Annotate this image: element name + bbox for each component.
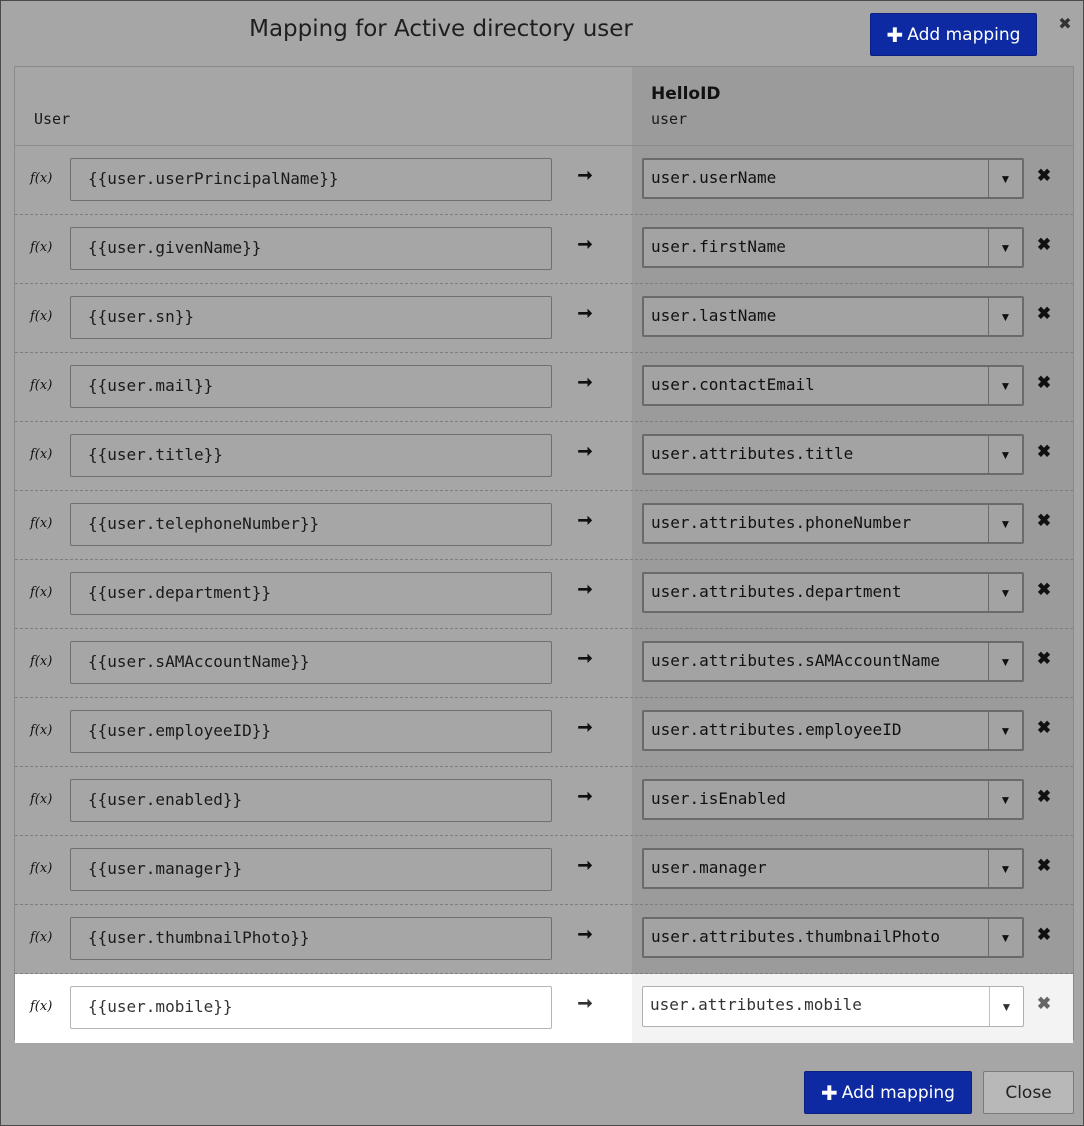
add-mapping-label: Add mapping <box>841 1082 955 1103</box>
mapping-row <box>15 422 1073 491</box>
function-icon[interactable]: f(x) <box>30 792 53 807</box>
arrow-right-icon: ➞ <box>577 165 593 185</box>
arrow-right-icon: ➞ <box>577 924 593 944</box>
target-field-value: user.isEnabled <box>651 789 786 808</box>
mapping-row <box>15 146 1073 215</box>
target-field-value: user.lastName <box>651 306 777 325</box>
source-expression-input[interactable]: {{user.enabled}} <box>70 779 552 822</box>
target-field-select[interactable] <box>642 365 1024 406</box>
caret-down-icon[interactable]: ▼ <box>988 367 1022 404</box>
caret-down-icon[interactable]: ▼ <box>988 229 1022 266</box>
source-expression-input[interactable]: {{user.title}} <box>70 434 552 477</box>
remove-icon[interactable]: ✖ <box>1036 856 1052 875</box>
add-mapping-button-top[interactable] <box>870 13 1037 56</box>
arrow-right-icon: ➞ <box>577 234 593 254</box>
target-field-value: user.attributes.employeeID <box>651 720 902 739</box>
source-expression-input[interactable]: {{user.mail}} <box>70 365 552 408</box>
remove-icon[interactable]: ✖ <box>1036 787 1052 806</box>
function-icon[interactable]: f(x) <box>30 516 53 531</box>
mapping-row <box>15 767 1073 836</box>
mapping-header <box>15 67 1073 146</box>
source-expression-input[interactable]: {{user.mobile}} <box>70 986 552 1029</box>
target-field-value: user.userName <box>651 168 777 187</box>
caret-down-icon[interactable]: ▼ <box>988 298 1022 335</box>
plus-icon: ✚ <box>821 1080 838 1105</box>
function-icon[interactable]: f(x) <box>30 171 53 186</box>
remove-icon[interactable]: ✖ <box>1036 304 1052 323</box>
target-field-select[interactable] <box>642 641 1024 682</box>
function-icon[interactable]: f(x) <box>30 378 53 393</box>
arrow-right-icon: ➞ <box>577 717 593 737</box>
arrow-right-icon: ➞ <box>577 441 593 461</box>
source-expression-input[interactable]: {{user.telephoneNumber}} <box>70 503 552 546</box>
close-icon[interactable]: ✖ <box>1058 16 1072 33</box>
target-field-value: user.firstName <box>651 237 786 256</box>
mapping-row <box>15 974 1073 1043</box>
source-expression-input[interactable]: {{user.sAMAccountName}} <box>70 641 552 684</box>
add-mapping-label: Add mapping <box>907 24 1021 45</box>
target-field-select[interactable] <box>642 917 1024 958</box>
caret-down-icon[interactable]: ▼ <box>988 850 1022 887</box>
caret-down-icon[interactable]: ▼ <box>988 505 1022 542</box>
caret-down-icon[interactable]: ▼ <box>988 643 1022 680</box>
function-icon[interactable]: f(x) <box>30 654 53 669</box>
remove-icon[interactable]: ✖ <box>1036 166 1052 185</box>
remove-icon[interactable]: ✖ <box>1036 580 1052 599</box>
target-field-select[interactable] <box>642 572 1024 613</box>
source-expression-input[interactable]: {{user.userPrincipalName}} <box>70 158 552 201</box>
target-system-title: HelloID <box>651 84 721 104</box>
target-field-value: user.attributes.department <box>651 582 902 601</box>
target-field-value: user.attributes.mobile <box>650 995 862 1014</box>
caret-down-icon[interactable]: ▼ <box>988 781 1022 818</box>
source-expression-input[interactable]: {{user.sn}} <box>70 296 552 339</box>
function-icon[interactable]: f(x) <box>30 585 53 600</box>
target-field-value: user.attributes.phoneNumber <box>651 513 912 532</box>
function-icon[interactable]: f(x) <box>30 999 53 1014</box>
arrow-right-icon: ➞ <box>577 579 593 599</box>
function-icon[interactable]: f(x) <box>30 861 53 876</box>
source-expression-input[interactable]: {{user.givenName}} <box>70 227 552 270</box>
mapping-row <box>15 491 1073 560</box>
target-field-select[interactable] <box>642 227 1024 268</box>
caret-down-icon[interactable]: ▼ <box>989 987 1023 1026</box>
arrow-right-icon: ➞ <box>577 993 593 1013</box>
caret-down-icon[interactable]: ▼ <box>988 160 1022 197</box>
mapping-row <box>15 905 1073 974</box>
remove-icon[interactable]: ✖ <box>1036 649 1052 668</box>
remove-icon[interactable]: ✖ <box>1036 718 1052 737</box>
source-expression-input[interactable]: {{user.thumbnailPhoto}} <box>70 917 552 960</box>
target-entity-label: user <box>651 110 688 128</box>
mapping-row <box>15 698 1073 767</box>
target-field-select[interactable] <box>642 296 1024 337</box>
target-field-select[interactable] <box>642 434 1024 475</box>
remove-icon[interactable]: ✖ <box>1036 235 1052 254</box>
mapping-row <box>15 284 1073 353</box>
arrow-right-icon: ➞ <box>577 372 593 392</box>
source-column-header: User <box>34 110 71 128</box>
arrow-right-icon: ➞ <box>577 510 593 530</box>
target-field-select[interactable] <box>642 710 1024 751</box>
target-field-select[interactable] <box>642 503 1024 544</box>
source-expression-input[interactable]: {{user.employeeID}} <box>70 710 552 753</box>
target-field-select[interactable] <box>642 158 1024 199</box>
remove-icon[interactable]: ✖ <box>1036 373 1052 392</box>
arrow-right-icon: ➞ <box>577 786 593 806</box>
target-field-value: user.contactEmail <box>651 375 815 394</box>
function-icon[interactable]: f(x) <box>30 447 53 462</box>
target-field-value: user.attributes.thumbnailPhoto <box>651 927 940 946</box>
mapping-row <box>15 215 1073 284</box>
remove-icon[interactable]: ✖ <box>1036 994 1052 1013</box>
close-button[interactable]: Close <box>983 1071 1074 1114</box>
remove-icon[interactable]: ✖ <box>1036 925 1052 944</box>
mapping-row <box>15 629 1073 698</box>
function-icon[interactable]: f(x) <box>30 723 53 738</box>
add-mapping-button-bottom[interactable] <box>804 1071 972 1114</box>
target-field-select[interactable] <box>642 848 1024 889</box>
target-field-select[interactable] <box>642 986 1024 1027</box>
plus-icon: ✚ <box>886 22 904 47</box>
function-icon[interactable]: f(x) <box>30 930 53 945</box>
mapping-row <box>15 836 1073 905</box>
caret-down-icon[interactable]: ▼ <box>988 436 1022 473</box>
arrow-right-icon: ➞ <box>577 855 593 875</box>
source-expression-input[interactable]: {{user.manager}} <box>70 848 552 891</box>
arrow-right-icon: ➞ <box>577 648 593 668</box>
remove-icon[interactable]: ✖ <box>1036 442 1052 461</box>
mapping-row <box>15 353 1073 422</box>
caret-down-icon[interactable]: ▼ <box>988 919 1022 956</box>
caret-down-icon[interactable]: ▼ <box>988 712 1022 749</box>
target-field-select[interactable] <box>642 779 1024 820</box>
target-field-value: user.attributes.title <box>651 444 854 463</box>
arrow-right-icon: ➞ <box>577 303 593 323</box>
source-expression-input[interactable]: {{user.department}} <box>70 572 552 615</box>
target-field-value: user.manager <box>651 858 767 877</box>
dialog-title: Mapping for Active directory user <box>249 16 633 42</box>
function-icon[interactable]: f(x) <box>30 309 53 324</box>
function-icon[interactable]: f(x) <box>30 240 53 255</box>
caret-down-icon[interactable]: ▼ <box>988 574 1022 611</box>
remove-icon[interactable]: ✖ <box>1036 511 1052 530</box>
mapping-row <box>15 560 1073 629</box>
mapping-table <box>14 66 1074 1040</box>
target-field-value: user.attributes.sAMAccountName <box>651 651 940 670</box>
